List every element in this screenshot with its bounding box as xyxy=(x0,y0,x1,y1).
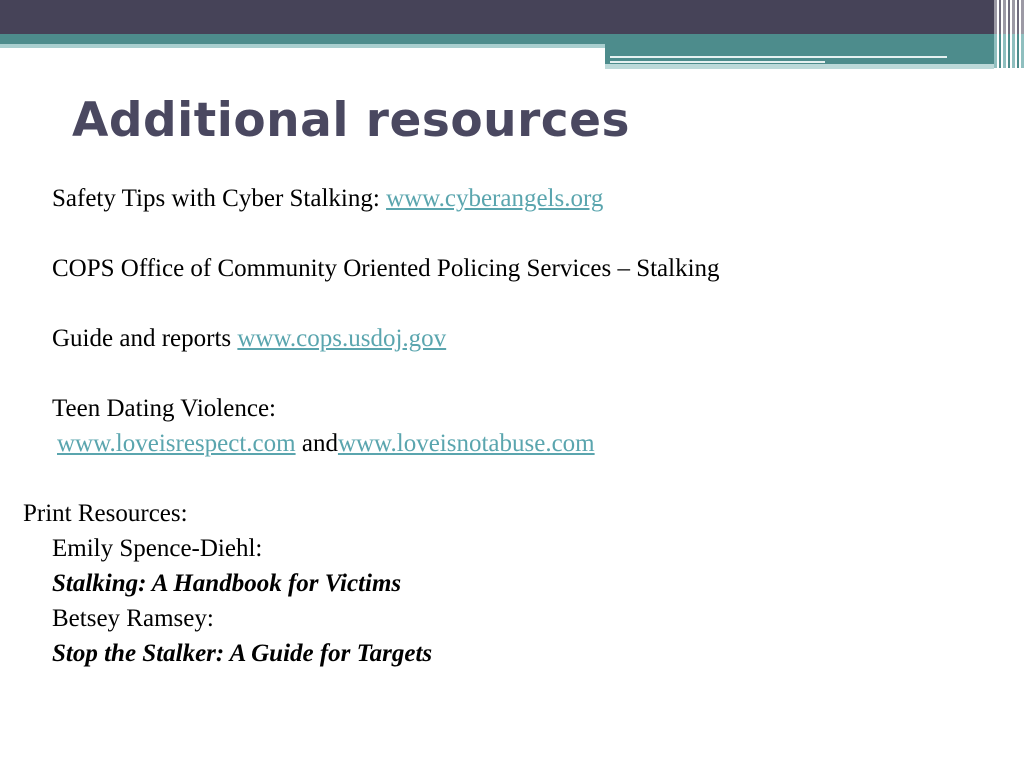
guide-item xyxy=(52,323,446,355)
header-edge-stripes xyxy=(994,34,1024,68)
loveisrespect-link[interactable]: www.loveisrespect.com xyxy=(57,430,296,457)
teen-dating-label: Teen Dating Violence: xyxy=(52,395,276,422)
header-teal-band xyxy=(0,34,994,44)
author-name: Betsey Ramsey: xyxy=(52,605,214,632)
cops-usdoj-link[interactable]: www.cops.usdoj.gov xyxy=(237,325,447,352)
cyberangels-link[interactable]: www.cyberangels.org xyxy=(386,185,604,212)
teen-dating-links xyxy=(57,428,595,460)
book-title: Stalking: A Handbook for Victims xyxy=(52,570,402,597)
header-accent-line xyxy=(605,64,994,69)
page-title: Additional resources xyxy=(72,93,630,148)
cyber-stalking-item xyxy=(52,183,603,215)
cops-item xyxy=(52,253,720,285)
book-title: Stop the Stalker: A Guide for Targets xyxy=(52,640,433,667)
and-text: and xyxy=(295,430,338,457)
header-accent-line xyxy=(610,56,947,58)
teen-dating-heading xyxy=(52,393,276,425)
loveisnotabuse-link[interactable]: www.loveisnotabuse.com xyxy=(337,430,595,457)
guide-label: Guide and reports xyxy=(52,325,238,352)
cops-label: COPS Office of Community Oriented Policing Services – Stalking xyxy=(52,255,720,282)
header-light-band xyxy=(0,44,605,48)
print-resources-heading: Print Resources: xyxy=(23,500,188,527)
header-dark-band xyxy=(0,0,994,34)
header-accent-line xyxy=(610,61,825,63)
cyber-stalking-label: Safety Tips with Cyber Stalking: xyxy=(52,185,387,212)
author-name: Emily Spence-Diehl: xyxy=(52,535,263,562)
